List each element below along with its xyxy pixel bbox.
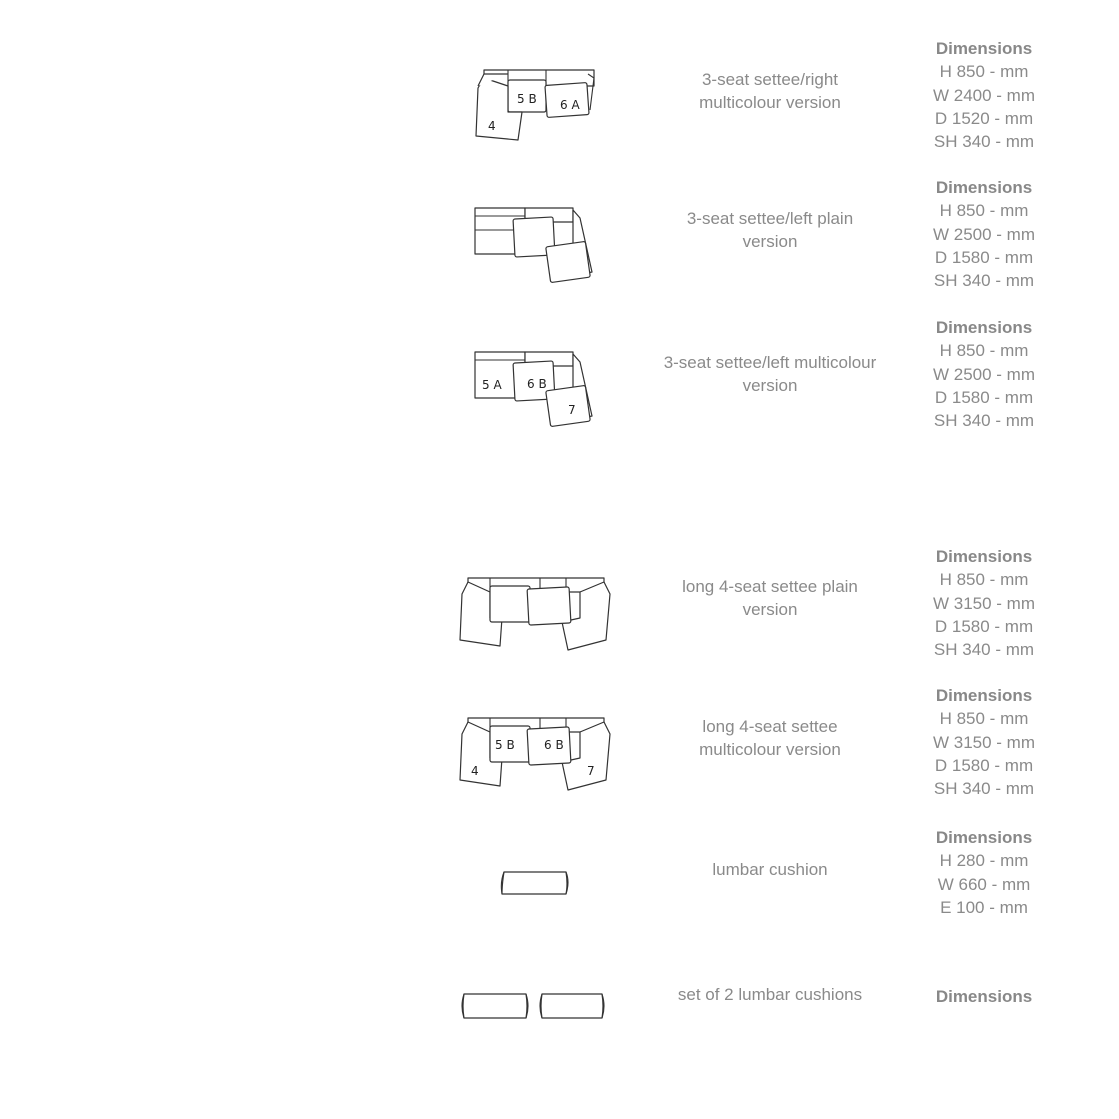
dimension-value: H 850 - mm (939, 709, 1029, 729)
dimensions-title: Dimensions (935, 987, 1033, 1006)
product-description: lumbar cushion (712, 860, 828, 879)
cushion-label: 4 (488, 119, 496, 133)
dimension-value: D 1580 - mm (934, 247, 1034, 267)
dimensions-block (900, 684, 1068, 800)
dimensions-block (900, 37, 1068, 153)
dimensions-title: Dimensions (935, 686, 1033, 705)
dimensions-block (900, 316, 1068, 432)
cushion-label: 6 A (560, 98, 580, 112)
dimension-value: D 1580 - mm (934, 616, 1034, 636)
cushion-label: 6 B (544, 738, 564, 752)
dimension-value: D 1520 - mm (934, 108, 1034, 128)
dimension-value: E 100 - mm (940, 897, 1028, 917)
dimension-value: W 3150 - mm (932, 593, 1036, 613)
product-description: 3-seat settee/right multicolour version (699, 70, 841, 112)
dimension-value: H 850 - mm (939, 201, 1029, 221)
product-description: 3-seat settee/left multicolour version (663, 353, 877, 395)
dimensions-title: Dimensions (935, 178, 1033, 197)
dimension-value: W 2500 - mm (932, 224, 1036, 244)
dimension-value: W 660 - mm (937, 874, 1031, 894)
cushion-label: 4 (471, 764, 479, 778)
dimensions-block (900, 545, 1068, 661)
dimension-value: H 850 - mm (939, 341, 1029, 361)
cushion-label: 5 B (517, 92, 537, 106)
cushion-label: 6 B (527, 377, 547, 391)
dimensions-block (900, 985, 1068, 1008)
settee-left-plain-drawing (440, 200, 630, 290)
dimension-value: SH 340 - mm (933, 132, 1035, 152)
dimension-value: W 3150 - mm (932, 732, 1036, 752)
two-lumbar-cushions-drawing (440, 984, 630, 1024)
dimension-value: SH 340 - mm (933, 411, 1035, 431)
dimension-value: H 850 - mm (939, 62, 1029, 82)
dimension-value: SH 340 - mm (933, 779, 1035, 799)
product-description: 3-seat settee/left plain version (686, 209, 854, 251)
cushion-label: 7 (587, 764, 595, 778)
dimensions-title: Dimensions (935, 828, 1033, 847)
cushion-label: 5 B (495, 738, 515, 752)
lumbar-cushion-drawing (440, 860, 630, 900)
settee-left-multicolour-drawing (440, 344, 630, 434)
dimension-value: W 2400 - mm (932, 85, 1036, 105)
product-description: set of 2 lumbar cushions (677, 985, 863, 1004)
settee-right-multicolour-drawing (440, 60, 630, 150)
dimensions-title: Dimensions (935, 547, 1033, 566)
dimension-value: D 1580 - mm (934, 387, 1034, 407)
dimensions-title: Dimensions (935, 318, 1033, 337)
settee-long-4-seat-multicolour-drawing (440, 708, 630, 798)
dimension-value: W 2500 - mm (932, 364, 1036, 384)
dimensions-title: Dimensions (935, 39, 1033, 58)
settee-long-4-seat-plain-drawing (440, 568, 630, 658)
dimension-value: H 850 - mm (939, 570, 1029, 590)
product-description: long 4-seat settee plain version (682, 577, 858, 619)
cushion-label: 7 (568, 403, 576, 417)
dimension-value: D 1580 - mm (934, 755, 1034, 775)
product-description: long 4-seat settee multicolour version (699, 717, 841, 759)
cushion-label: 5 A (482, 378, 502, 392)
dimensions-block (900, 826, 1068, 919)
dimension-value: SH 340 - mm (933, 271, 1035, 291)
dimension-value: H 280 - mm (939, 851, 1029, 871)
dimension-value: SH 340 - mm (933, 640, 1035, 660)
dimensions-block (900, 176, 1068, 292)
